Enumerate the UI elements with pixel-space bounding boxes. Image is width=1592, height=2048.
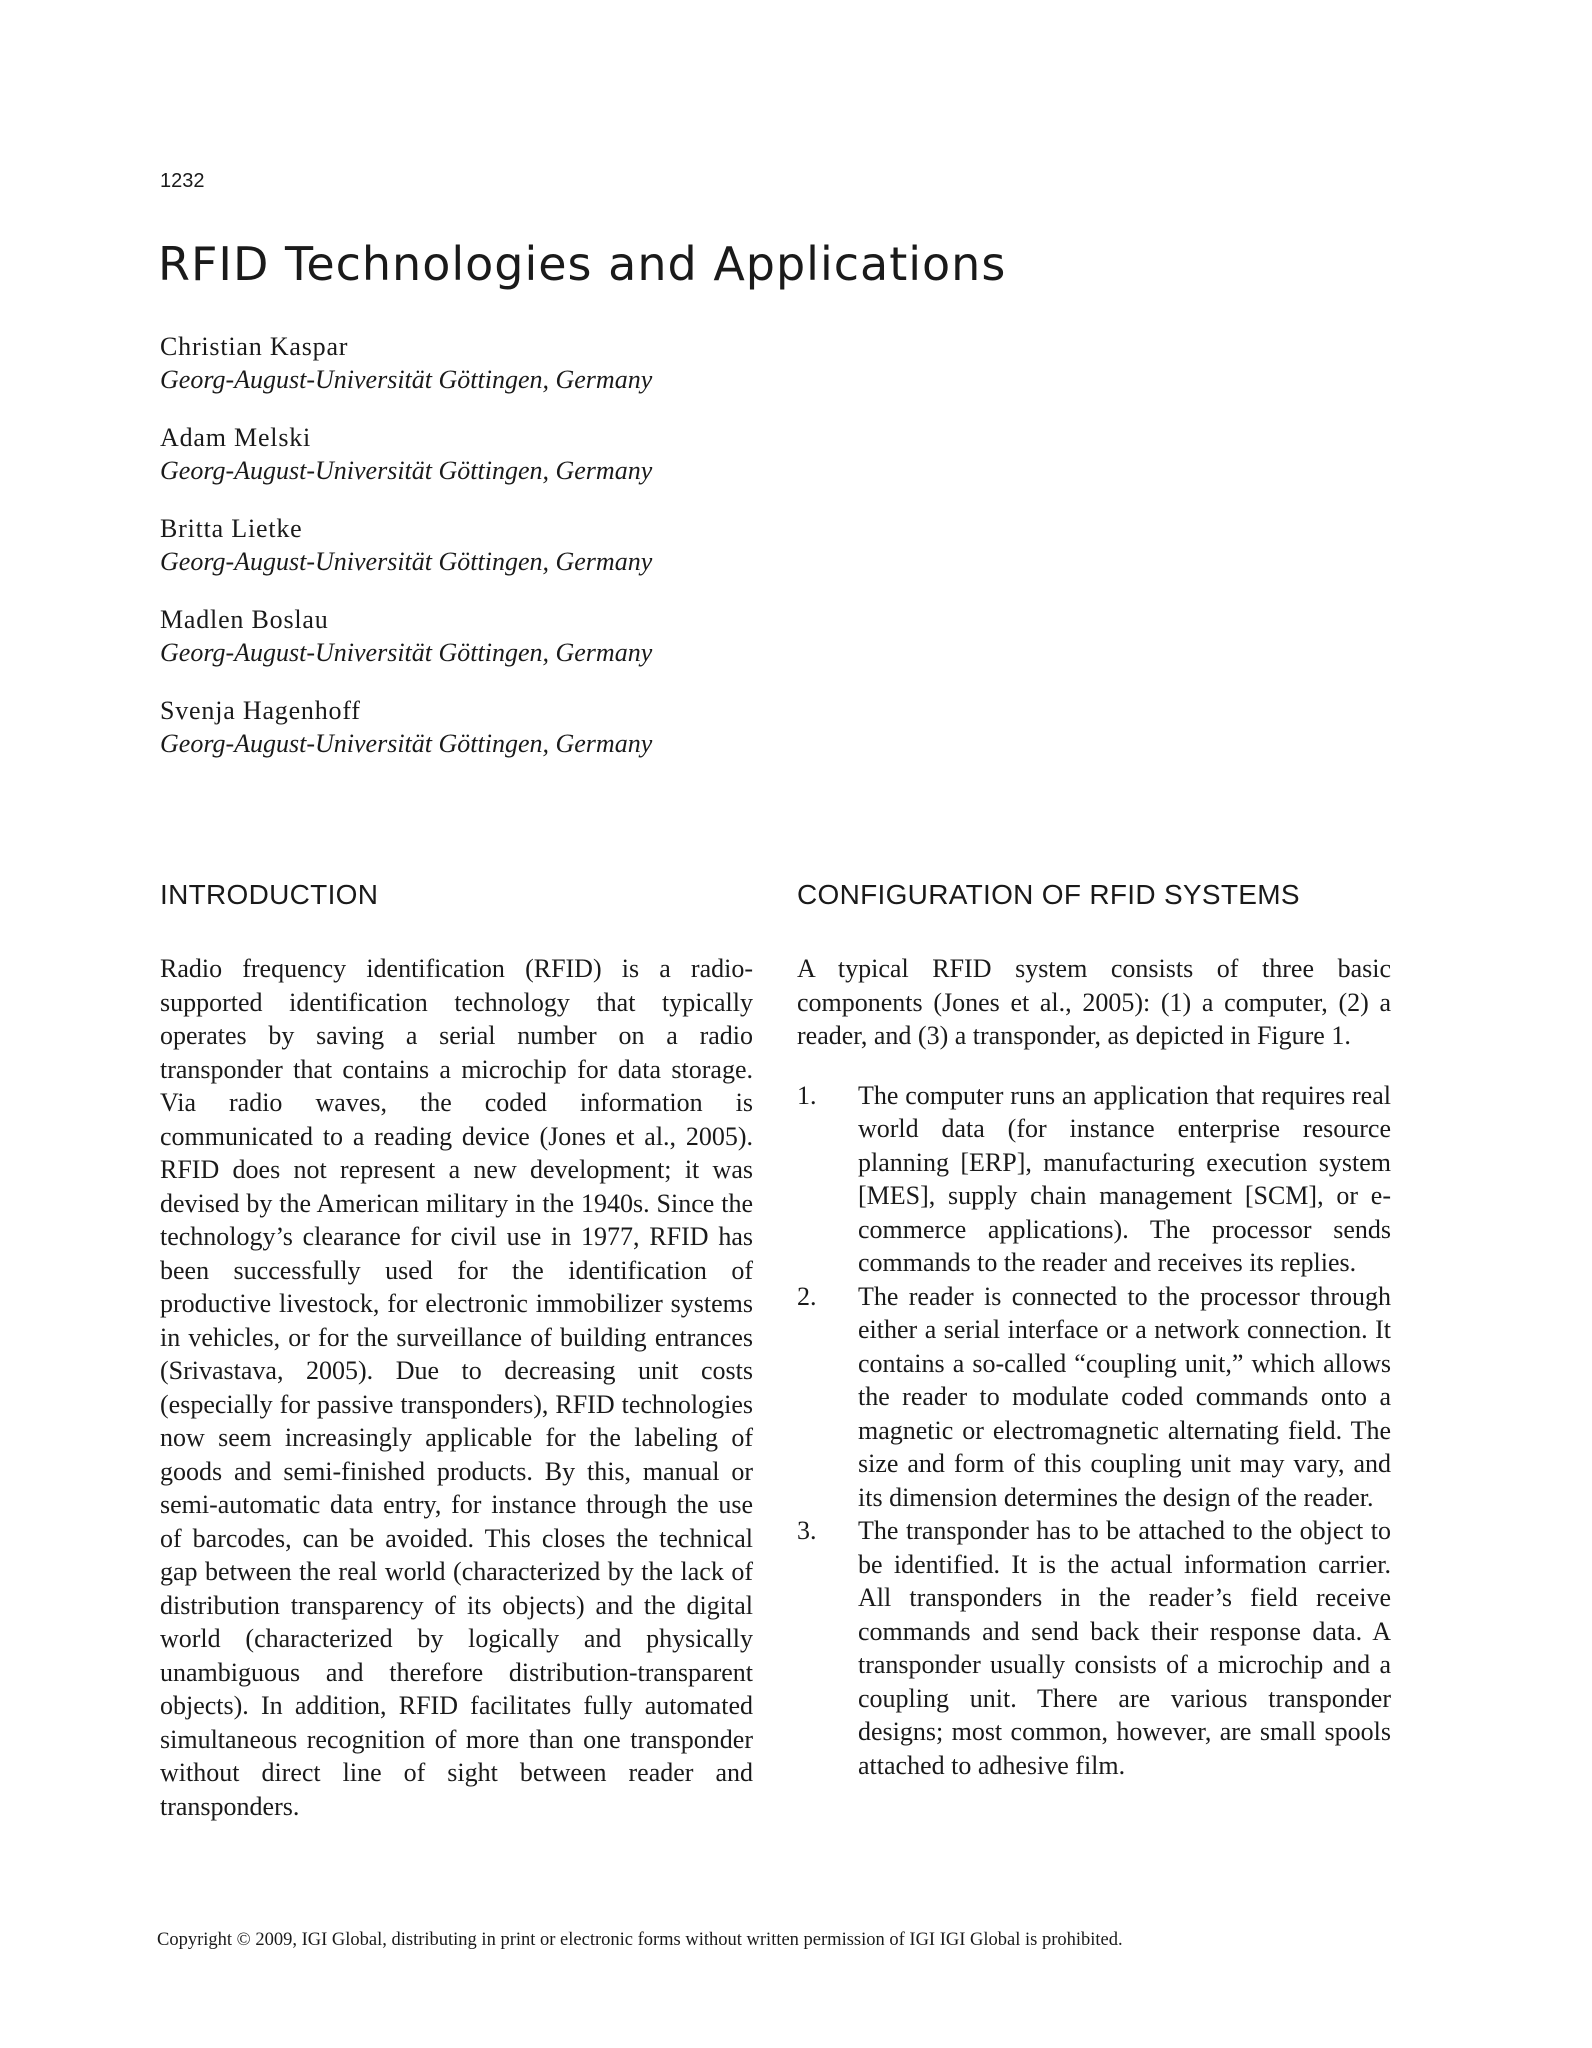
list-item — [797, 1280, 1391, 1515]
configuration-intro: A typical RFID system consists of three basic components (Jones et al., 2005): (1) a computer, (2) a reader, and (3) a transponder, as depicted in Figure 1. — [797, 954, 1391, 1050]
list-item-number: 3. — [797, 1516, 817, 1545]
author-block — [160, 694, 960, 760]
left-column — [160, 878, 753, 1823]
list-item-text: The computer runs an application that requires real world data (for instance enterprise resource planning [ERP], manufacturing execution system [MES], supply chain management [SCM], or e-commerce applications). The processor sends commands to the reader and receives its replies. — [858, 1080, 1391, 1277]
list-item — [797, 1514, 1391, 1782]
author-block — [160, 512, 960, 578]
author-affiliation: Georg-August-Universität Göttingen, Germany — [160, 456, 653, 485]
author-affiliation: Georg-August-Universität Göttingen, Germany — [160, 638, 653, 667]
list-item-text: The reader is connected to the processor through either a serial interface or a network connection. It contains a so-called “coupling unit,” which allows the reader to modulate coded commands onto a magnetic or electromagnetic alternating field. The size and form of this coupling unit may vary, and its dimension determines the design of the reader. — [858, 1281, 1391, 1512]
author-name: Adam Melski — [160, 423, 312, 452]
component-list — [797, 1079, 1391, 1783]
configuration-heading: CONFIGURATION OF RFID SYSTEMS — [797, 879, 1300, 910]
author-list — [160, 330, 960, 785]
list-item-text: The transponder has to be attached to the object to be identified. It is the actual information carrier. All transponders in the reader’s field receive commands and send back their response data. A transponder usually consists of a microchip and a coupling unit. There are various transponder designs; most common, however, are small spools attached to adhesive film. — [858, 1516, 1391, 1780]
author-name: Svenja Hagenhoff — [160, 696, 361, 725]
author-block — [160, 603, 960, 669]
introduction-body: Radio frequency identification (RFID) is a radio-supported identification technology that typically operates by saving a serial number on a radio transponder that contains a microchip for data storage. Via radio waves, the coded information is communicated to a reading device (Jones et al., 2005). RFID does not represent a new development; it was devised by the American military in the 1940s. Since the technology’s clearance for civil use in 1977, RFID has been successfully used for the identification of productive livestock, for electronic immobilizer systems in vehicles, or for the surveillance of building entrances (Srivastava, 2005). Due to decreasing unit costs (especially for passive transponders), RFID technologies now seem increasingly applicable for the labeling of goods and semi-finished products. By this, manual or semi-automatic data entry, for instance through the use of barcodes, can be avoided. This closes the technical gap between the real world (characterized by the lack of distribution transparency of its objects) and the digital world (characterized by logically and physically unambiguous and therefore distribution-transparent objects). In addition, RFID facilitates fully automated simultaneous recognition of more than one transponder without direct line of sight between reader and transponders. — [160, 954, 753, 1821]
list-item — [797, 1079, 1391, 1280]
author-affiliation: Georg-August-Universität Göttingen, Germany — [160, 365, 653, 394]
author-affiliation: Georg-August-Universität Göttingen, Germany — [160, 547, 653, 576]
copyright-notice: Copyright © 2009, IGI Global, distributing in print or electronic forms without written permission of IGI IGI Global is prohibited. — [157, 1930, 1123, 1950]
author-name: Christian Kaspar — [160, 332, 349, 361]
author-block — [160, 330, 960, 396]
list-item-number: 1. — [797, 1080, 817, 1110]
list-item-number: 2. — [797, 1281, 817, 1311]
paper-title: RFID Technologies and Applications — [158, 237, 1007, 291]
author-name: Britta Lietke — [160, 514, 303, 543]
author-name: Madlen Boslau — [160, 605, 329, 634]
introduction-heading: INTRODUCTION — [160, 879, 379, 910]
author-affiliation: Georg-August-Universität Göttingen, Germany — [160, 729, 653, 758]
page-number: 1232 — [160, 170, 205, 192]
right-column — [797, 878, 1391, 1782]
author-block — [160, 421, 960, 487]
